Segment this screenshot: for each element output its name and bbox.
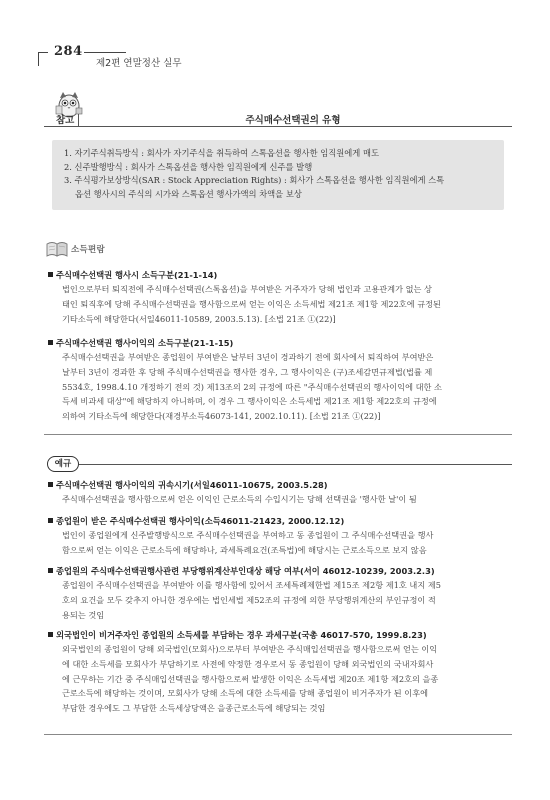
reference-rule	[44, 126, 512, 127]
entry-title: 종업원이 받은 주식매수선택권 행사이익(소득46011-21423, 2000.12.12)	[56, 514, 512, 528]
bullet-square-icon	[48, 340, 53, 345]
entry-title: 주식매수선택권 행사시 소득구분(21-1-14)	[56, 268, 512, 282]
income-entry	[56, 336, 512, 424]
bullet-square-icon	[48, 482, 53, 487]
bullet-square-icon	[48, 632, 53, 637]
reference-item: 3. 주식평가보상방식(SAR : Stock Appreciation Rights) : 회사가 스톡옵션을 행사한 임직원에게 스톡	[64, 175, 445, 185]
entry-title: 주식매수선택권 행사이익의 소득구분(21-1-15)	[56, 336, 512, 350]
chapter-title: 제2편 연말정산 실무	[96, 58, 182, 69]
section-divider	[44, 434, 512, 435]
example-entry	[56, 564, 512, 622]
reference-title: 주식매수선택권의 유형	[245, 115, 341, 126]
open-book-icon	[46, 240, 68, 258]
entry-body: 종업원이 주식매수선택권을 부여받아 이를 행사함에 있어서 조세특례제한법 제15조 제2항 제1호 내지 제5 호의 요건을 모두 갖추지 아니한 경우에는 법인세법 제52조의 규정에 의한 부당행위계산의 부인규정이 적 용되는 것임	[62, 580, 441, 620]
entry-body: 법인으로부터 퇴직전에 주식매수선택권(스톡옵션)을 부여받은 거주자가 당해 법인과 고용관계가 없는 상 태인 퇴직후에 당해 주식매수선택권을 행사함으로써 얻는 이익은 소득세법 제21조 제1항 제22호에 규정된 기타소득에 해당한다(서일46011-10589, 2003.5.13). [소법 21조 ①(22)]	[62, 284, 441, 324]
page-header	[34, 44, 514, 68]
header-bracket	[38, 52, 48, 66]
example-entry	[56, 628, 512, 716]
reference-item: 2. 신주발행방식 : 회사가 스톡옵션을 행사한 임직원에게 신주를 발행	[64, 161, 313, 172]
examples-rule	[79, 464, 512, 465]
entry-title: 외국법인이 비거주자인 종업원의 소득세를 부담하는 경우 과세구분(국총 46017-570, 1999.8.23)	[56, 628, 512, 642]
reference-label: 참고	[56, 115, 75, 126]
income-entry	[56, 268, 512, 326]
examples-label: 예규	[47, 456, 79, 472]
income-section-label: 소득편람	[71, 245, 106, 255]
bullet-square-icon	[48, 518, 53, 523]
entry-body: 외국법인의 종업원이 당해 외국법인(모회사)으로부터 부여받은 주식매입선택권을 행사함으로써 얻는 이익 에 대한 소득세를 모회사가 부담하기로 사전에 약정한 경우로서 동 종업원이 당해 외국법인의 국내자회사 에 근무하는 기간 중 주식매입선택권을 행사함으로써 발생한 이익은 소득세법 제20조 제1항 제2호의 을종 근로소득에 해당하는 것이며, 모회사가 당해 소득에 대한 소득세를 당해 종업원이 비거주자가 된 이후에 부담한 경우에도 그 부담한 소득세상당액은 을종근로소득에 해당되는 것임	[62, 644, 439, 714]
entry-body: 주식매수선택권을 행사함으로써 얻은 이익인 근로소득의 수입시기는 당해 선택권을 '행사한 날'이 됨	[62, 494, 417, 504]
example-entry	[56, 514, 512, 558]
page-bottom-rule	[44, 734, 512, 735]
example-entry	[56, 478, 512, 507]
entry-title: 주식매수선택권 행사이익의 귀속시기(서일46011-10675, 2003.5.28)	[56, 478, 512, 492]
page-number: 284	[54, 44, 83, 59]
reference-item: 1. 자기주식취득방식 : 회사가 자기주식을 취득하여 스톡옵션을 행사한 임직원에게 매도	[64, 148, 379, 158]
bullet-square-icon	[48, 272, 53, 277]
income-section-header	[46, 240, 105, 258]
entry-body: 법인이 종업원에게 신주발행방식으로 주식매수선택권을 부여하고 동 종업원이 그 주식매수선택권을 행사 함으로써 얻는 이익은 근로소득에 해당하나, 과세특례요건(조특법)에 해당시는 근로소득으로 보지 않음	[62, 530, 434, 555]
entry-title: 종업원의 주식매수선택권행사관련 부당행위계산부인대상 해당 여부(서이 46012-10239, 2003.2.3)	[56, 564, 512, 578]
reference-item: 옵션 행사시의 주식의 시가와 스톡옵션 행사가액의 차액을 보상	[75, 188, 302, 199]
bullet-square-icon	[48, 568, 53, 573]
entry-body: 주식매수선택권을 부여받은 종업원이 부여받은 날부터 3년이 경과하기 전에 회사에서 퇴직하여 부여받은 날부터 3년이 경과한 후 당해 주식매수선택권을 행사한 경우, 그 행사이익은 (구)조세감면규제법(법률 제 5534호, 1998.4.10 개정하기 전의 것) 제13조의 2의 규정에 따른 "주식매수선택권의 행사이익에 대한 소 득세 비과세 대상"에 해당하지 아니하며, 이 경우 그 행사이익은 소득세법 제21조 제1항 제22호의 규정에 의하여 기타소득에 해당한다(재경부소득46073-141, 2002.10.11). [소법 21조 ①(22)]	[62, 352, 442, 422]
reference-box	[52, 140, 504, 210]
header-rule	[84, 52, 126, 53]
